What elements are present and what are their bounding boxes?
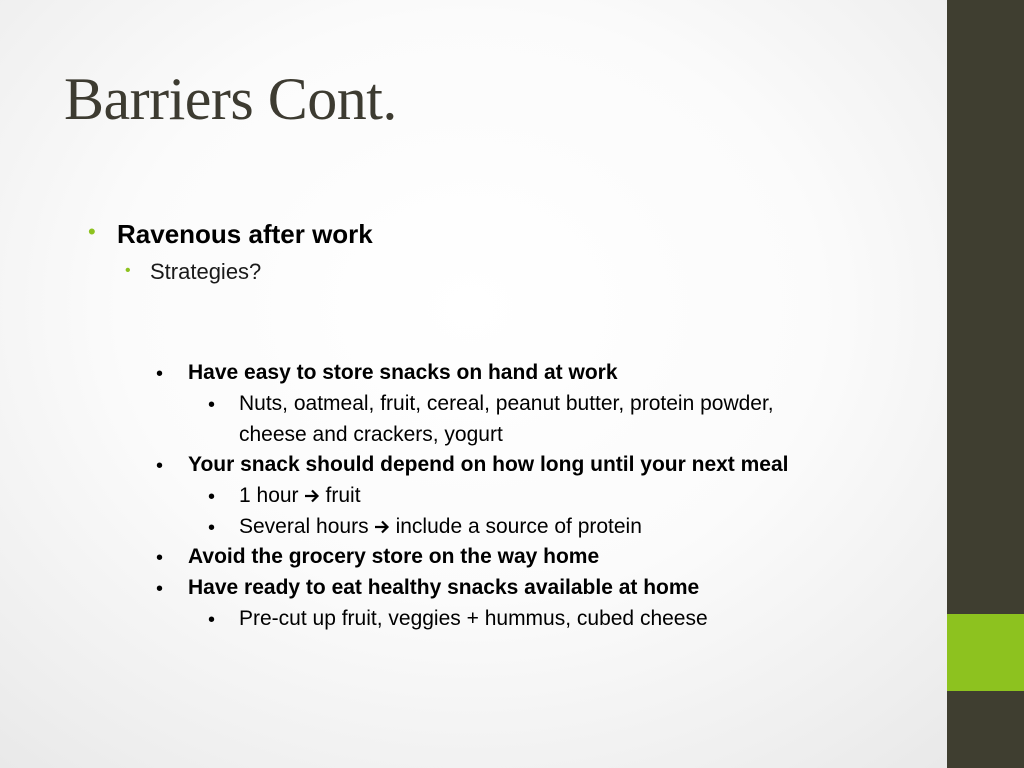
bullet: • — [208, 609, 216, 631]
sub-item-snack-examples-line2: cheese and crackers, yogurt — [239, 423, 503, 446]
list-item-snacks-at-work: Have easy to store snacks on hand at work — [188, 361, 618, 384]
bullet: • — [208, 517, 216, 539]
bullet-level1: • — [88, 219, 96, 244]
bullet: • — [156, 455, 164, 477]
sidebar-accent-block — [947, 614, 1024, 691]
list-item-avoid-grocery-store: Avoid the grocery store on the way home — [188, 545, 600, 568]
bullet-level2: • — [125, 262, 131, 279]
sub-item-one-hour-value: fruit — [325, 484, 361, 507]
sub-item-snack-examples-line1: Nuts, oatmeal, fruit, cereal, peanut butter, protein powder, — [239, 392, 774, 415]
bullet: • — [156, 363, 164, 385]
right-arrow-icon — [304, 488, 320, 504]
bullet: • — [156, 547, 164, 569]
bullet: • — [208, 394, 216, 416]
list-item-snacks-at-home: Have ready to eat healthy snacks available at home — [188, 576, 700, 599]
heading-ravenous-after-work: Ravenous after work — [117, 219, 373, 249]
sub-item-several-hours — [239, 515, 642, 539]
sub-item-one-hour — [239, 484, 361, 508]
sub-item-one-hour-label: 1 hour — [239, 484, 299, 507]
sub-item-several-hours-value: include a source of protein — [395, 515, 642, 538]
subheading-strategies: Strategies? — [150, 259, 262, 284]
bullet: • — [156, 578, 164, 600]
sub-item-several-hours-label: Several hours — [239, 515, 369, 538]
sub-item-home-snack-examples: Pre-cut up fruit, veggies + hummus, cubed cheese — [239, 607, 708, 630]
slide-title: Barriers Cont. — [64, 66, 397, 132]
right-arrow-icon — [374, 519, 390, 535]
list-item-snack-timing: Your snack should depend on how long until your next meal — [188, 453, 789, 476]
bullet: • — [208, 486, 216, 508]
